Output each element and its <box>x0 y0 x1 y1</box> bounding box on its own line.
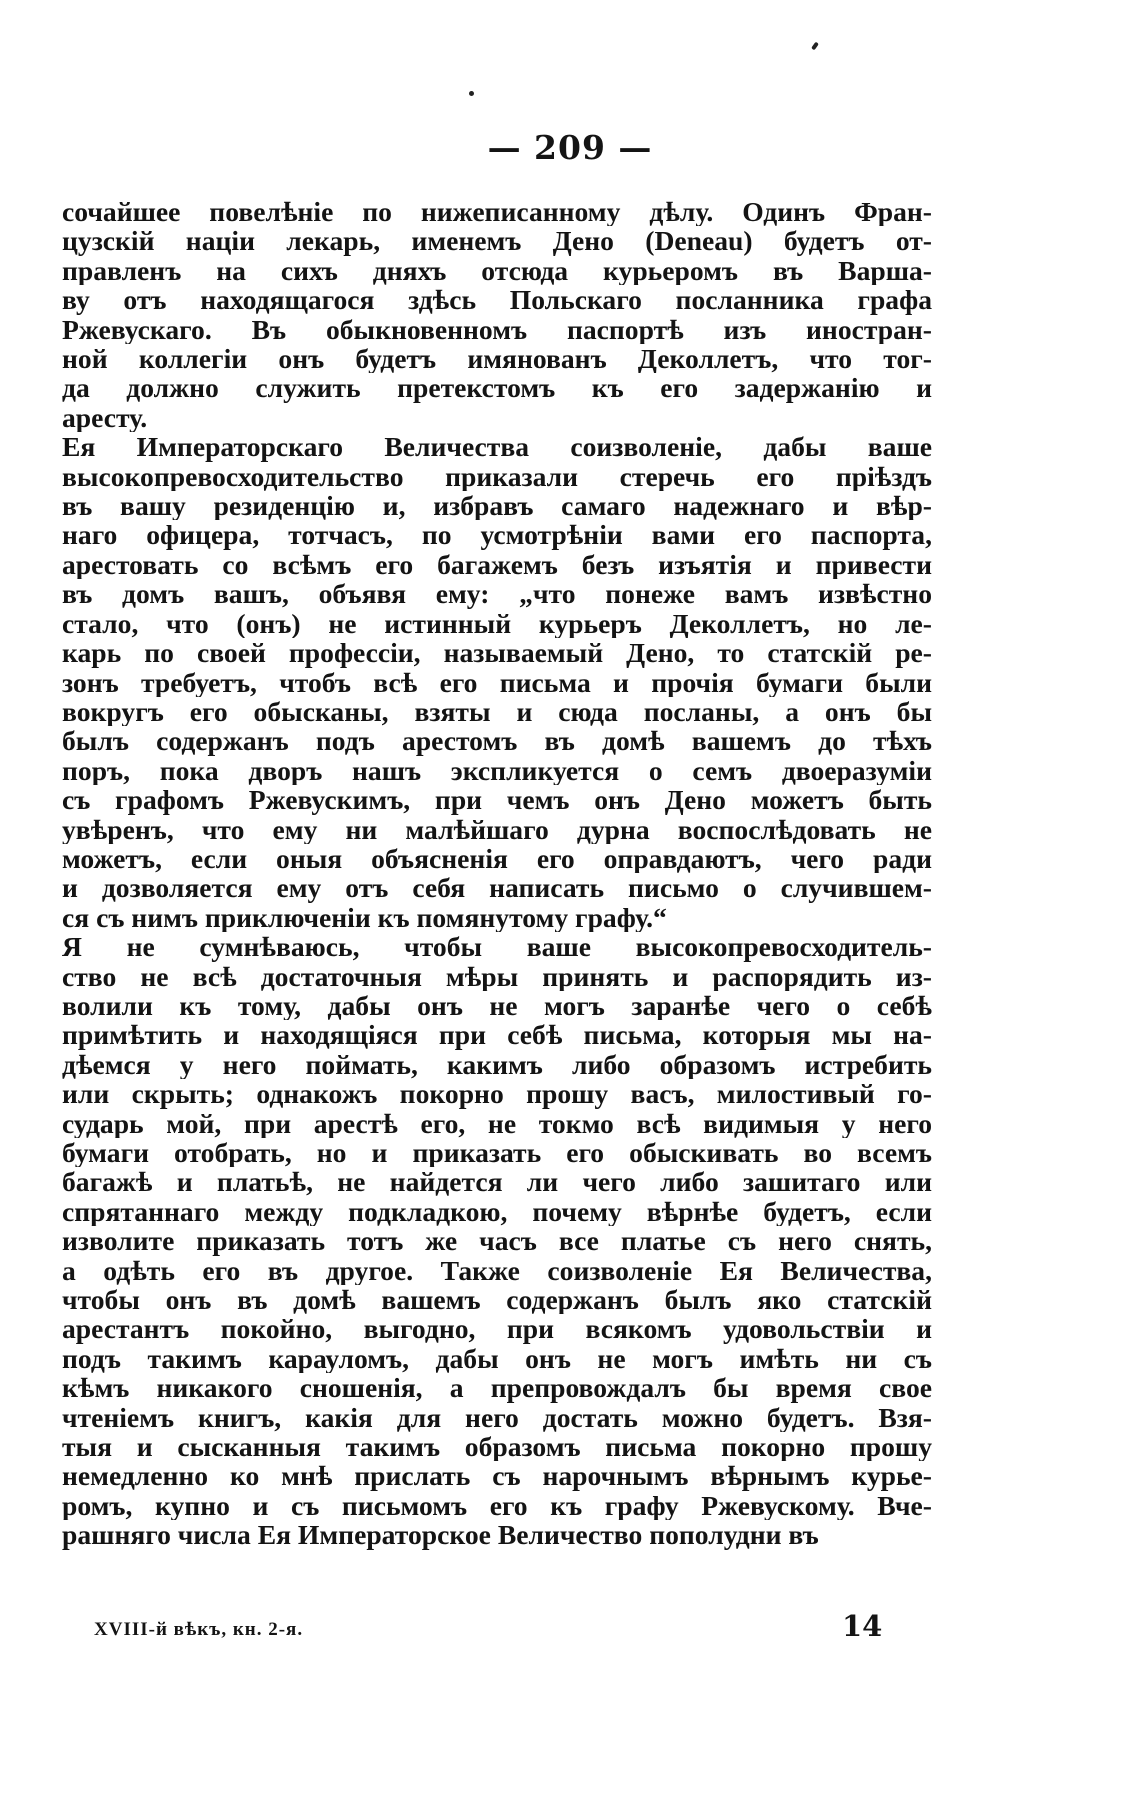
text-line: былъ содержанъ подъ арестомъ въ домѣ вашемъ до тѣхъ <box>62 726 932 756</box>
text-line: примѣтить и находящіяся при себѣ письма, которыя мы на- <box>62 1020 932 1050</box>
signature-mark: XVIII-й вѣкъ, кн. 2-я. <box>94 1619 304 1640</box>
text-line: сударь мой, при арестѣ его, не токмо всѣ видимыя у него <box>62 1108 932 1138</box>
ink-speck <box>811 42 819 51</box>
text-line: багажѣ и платьѣ, не найдется ли чего либо зашитаго или <box>62 1167 932 1197</box>
text-line: Ржевускаго. Въ обыкновенномъ паспортѣ изъ иностран- <box>62 314 932 345</box>
text-line: чтеніемъ книгъ, какія для него достать можно будетъ. Взя- <box>62 1402 932 1433</box>
text-line: Я не сумнѣваюсь, чтобы ваше высокопревосходитель- <box>62 932 932 962</box>
text-line: вокругъ его обысканы, взяты и сюда посланы, а онъ бы <box>62 696 932 727</box>
text-line: высокопревосходительство приказали стеречь его пріѣздъ <box>62 461 932 492</box>
text-line: кѣмъ никакого сношенія, а препровождалъ бы время свое <box>62 1373 932 1403</box>
text-line: тыя и сысканныя такимъ образомъ письма покорно прошу <box>62 1432 932 1462</box>
ink-speck <box>469 91 474 96</box>
text-line: а одѣть его въ другое. Также соизволеніе Ея Величества, <box>62 1255 932 1286</box>
text-line: бумаги отобрать, но и приказать его обыскивать во всемъ <box>62 1138 932 1168</box>
text-line: аресту. <box>62 402 148 433</box>
text-line: увѣренъ, что ему ни малѣйшаго дурна воспослѣдовать не <box>62 814 932 844</box>
text-line: Ея Императорскаго Величества соизволеніе, дабы ваше <box>62 432 932 462</box>
text-line: цузскій націи лекарь, именемъ Дено (Deneau) будетъ от- <box>62 226 932 256</box>
text-line: ство не всѣ достаточныя мѣры принять и распорядить из- <box>62 961 932 991</box>
text-line: стало, что (онъ) не истинный курьеръ Деколлетъ, но ле- <box>62 608 932 639</box>
text-line: немедленно ко мнѣ прислать съ нарочнымъ вѣрнымъ курье- <box>62 1461 932 1491</box>
text-line: да должно служить претекстомъ къ его задержанію и <box>62 373 932 403</box>
text-line: зонъ требуетъ, чтобъ всѣ его письма и прочія бумаги были <box>62 667 932 697</box>
text-line: арестантъ покойно, выгодно, при всякомъ удовольствіи и <box>62 1314 932 1344</box>
sheet-number: 14 <box>842 1609 883 1643</box>
body-text <box>62 197 932 1550</box>
text-line: въ вашу резиденцію и, избравъ самаго надежнаго и вѣр- <box>62 491 932 521</box>
text-line: ву отъ находящагося здѣсь Польскаго посланника графа <box>62 285 932 315</box>
text-line: спрятаннаго между подкладкою, почему вѣрнѣе будетъ, если <box>62 1196 932 1227</box>
text-line: правленъ на сихъ дняхъ отсюда курьеромъ въ Варша- <box>62 255 932 286</box>
text-line: рашняго числа Ея Императорское Величество пополудни въ <box>62 1520 819 1550</box>
text-line: подъ такимъ карауломъ, дабы онъ не могъ имѣть ни съ <box>62 1343 932 1374</box>
text-line: изволите приказать тотъ же часъ все платье съ него снять, <box>62 1226 932 1256</box>
text-line: арестовать со всѣмъ его багажемъ безъ изъятія и привести <box>62 549 932 580</box>
text-line: или скрыть; однакожъ покорно прошу васъ, милостивый го- <box>62 1079 932 1109</box>
text-line: дѣемся у него поймать, какимъ либо образомъ истребить <box>62 1049 932 1080</box>
text-line: волили къ тому, дабы онъ не могъ заранѣе чего о себѣ <box>62 990 932 1021</box>
text-line: въ домъ вашъ, объявя ему: „что понеже вамъ извѣстно <box>62 579 932 609</box>
text-line: можетъ, если оныя объясненія его оправдаютъ, чего ради <box>62 843 932 874</box>
page-number: — 209 — <box>487 128 653 167</box>
text-line: ромъ, купно и съ письмомъ его къ графу Ржевускому. Вче- <box>62 1490 932 1521</box>
text-line: ной коллегіи онъ будетъ имянованъ Деколлетъ, что тог- <box>62 344 932 374</box>
text-line: ся съ нимъ приключеніи къ помянутому графу.“ <box>62 902 667 933</box>
text-line: сочайшее повелѣніе по нижеписанному дѣлу. Одинъ Фран- <box>62 197 932 227</box>
text-line: наго офицера, тотчасъ, по усмотрѣніи вами его паспорта, <box>62 520 932 550</box>
text-line: карь по своей профессіи, называемый Дено, то статскій ре- <box>62 638 932 668</box>
text-line: чтобы онъ въ домѣ вашемъ содержанъ былъ яко статскій <box>62 1285 932 1315</box>
text-line: съ графомъ Ржевускимъ, при чемъ онъ Дено можетъ быть <box>62 785 932 815</box>
text-line: поръ, пока дворъ нашъ экспликуется о семъ двоеразуміи <box>62 755 932 786</box>
text-line: и дозволяется ему отъ себя написать письмо о случившем- <box>62 873 932 903</box>
